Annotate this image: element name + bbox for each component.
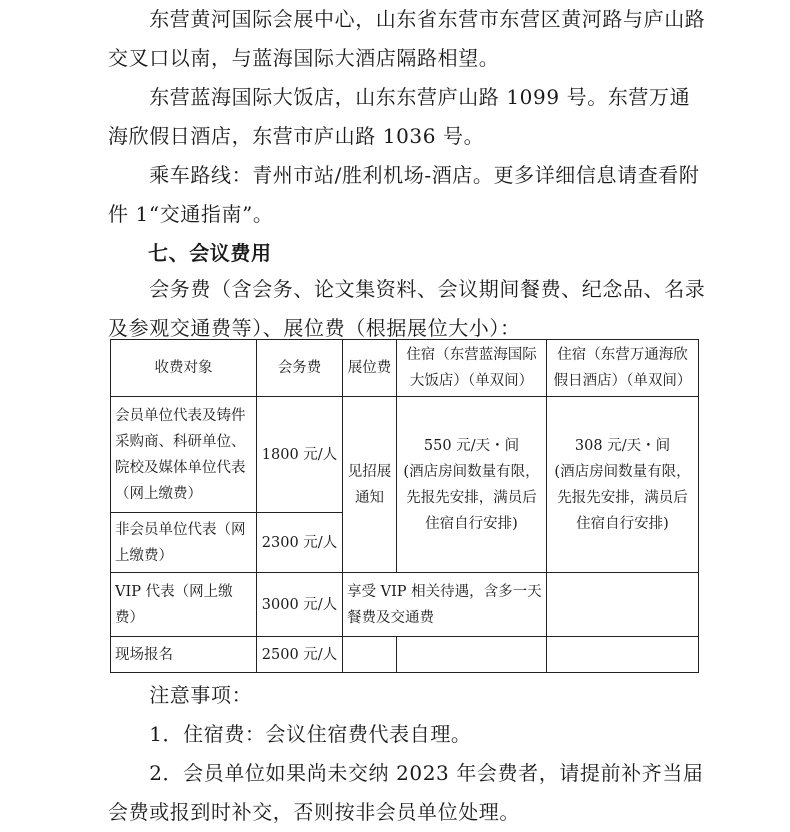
hotel-lanhai-price: 550 元/天・间 xyxy=(423,437,520,454)
hotel-wantong-note: (酒店房间数量有限，先报先安排，满员后住宿自行安排) xyxy=(554,463,691,532)
table-header-row xyxy=(111,340,699,397)
notes-title: 注意事项： xyxy=(108,683,253,707)
header-fee: 会务费 xyxy=(257,340,343,397)
fee-table xyxy=(110,339,699,673)
note-item-2: 2．会员单位如果尚未交纳 2023 年会费者，请提前补齐当届会费或报到时补交，否则按非会员单位处理。 xyxy=(108,761,704,824)
hotel-lanhai-note: (酒店房间数量有限，先报先安排，满员后住宿自行安排) xyxy=(403,463,540,532)
row-fee-member: 1800 元/人 xyxy=(257,397,343,513)
empty-cell xyxy=(397,637,547,673)
row-target-vip: VIP 代表（网上缴费） xyxy=(111,573,257,637)
section-heading-fees: 七、会议费用 xyxy=(148,241,272,265)
row-note-vip: 享受 VIP 相关待遇，含多一天餐费及交通费 xyxy=(343,573,547,637)
fees-intro-paragraph: 会务费（含会务、论文集资料、会议期间餐费、纪念品、名录及参观交通费等）、展位费（根据展位大小）： xyxy=(108,277,706,340)
row-fee-vip: 3000 元/人 xyxy=(257,573,343,637)
row-fee-onsite: 2500 元/人 xyxy=(257,637,343,673)
transport-paragraph: 乘车路线：青州市站/胜利机场-酒店。更多详细信息请查看附件 1“交通指南”。 xyxy=(108,163,700,226)
table-row xyxy=(111,637,699,673)
row-target-nonmember: 非会员单位代表（网上缴费） xyxy=(111,513,257,573)
hotel-lanhai-cell xyxy=(397,397,547,573)
hotel-wantong-price: 308 元/天・间 xyxy=(574,437,671,454)
hotel-address-paragraph: 东营蓝海国际大饭店，山东东营庐山路 1099 号。东营万通海欣假日酒店，东营市庐山路 1036 号。 xyxy=(108,85,691,148)
venue-paragraph: 东营黄河国际会展中心，山东省东营市东营区黄河路与庐山路交叉口以南，与蓝海国际大酒店隔路相望。 xyxy=(108,7,706,70)
booth-fee-note: 见招展通知 xyxy=(343,397,397,573)
row-target-onsite: 现场报名 xyxy=(111,637,257,673)
empty-cell xyxy=(547,637,699,673)
hotel-wantong-cell xyxy=(547,397,699,573)
row-fee-nonmember: 2300 元/人 xyxy=(257,513,343,573)
note-item-1: 1．住宿费：会议住宿费代表自理。 xyxy=(108,722,472,746)
empty-cell xyxy=(343,637,397,673)
empty-cell xyxy=(547,573,699,637)
header-hotel-lanhai: 住宿（东营蓝海国际大饭店）（单双间） xyxy=(397,340,547,397)
table-row xyxy=(111,573,699,637)
header-hotel-wantong: 住宿（东营万通海欣假日酒店）（单双间） xyxy=(547,340,699,397)
table-row xyxy=(111,397,699,513)
header-target: 收费对象 xyxy=(111,340,257,397)
row-target-member: 会员单位代表及铸件采购商、科研单位、院校及媒体单位代表（网上缴费） xyxy=(111,397,257,513)
header-booth: 展位费 xyxy=(343,340,397,397)
